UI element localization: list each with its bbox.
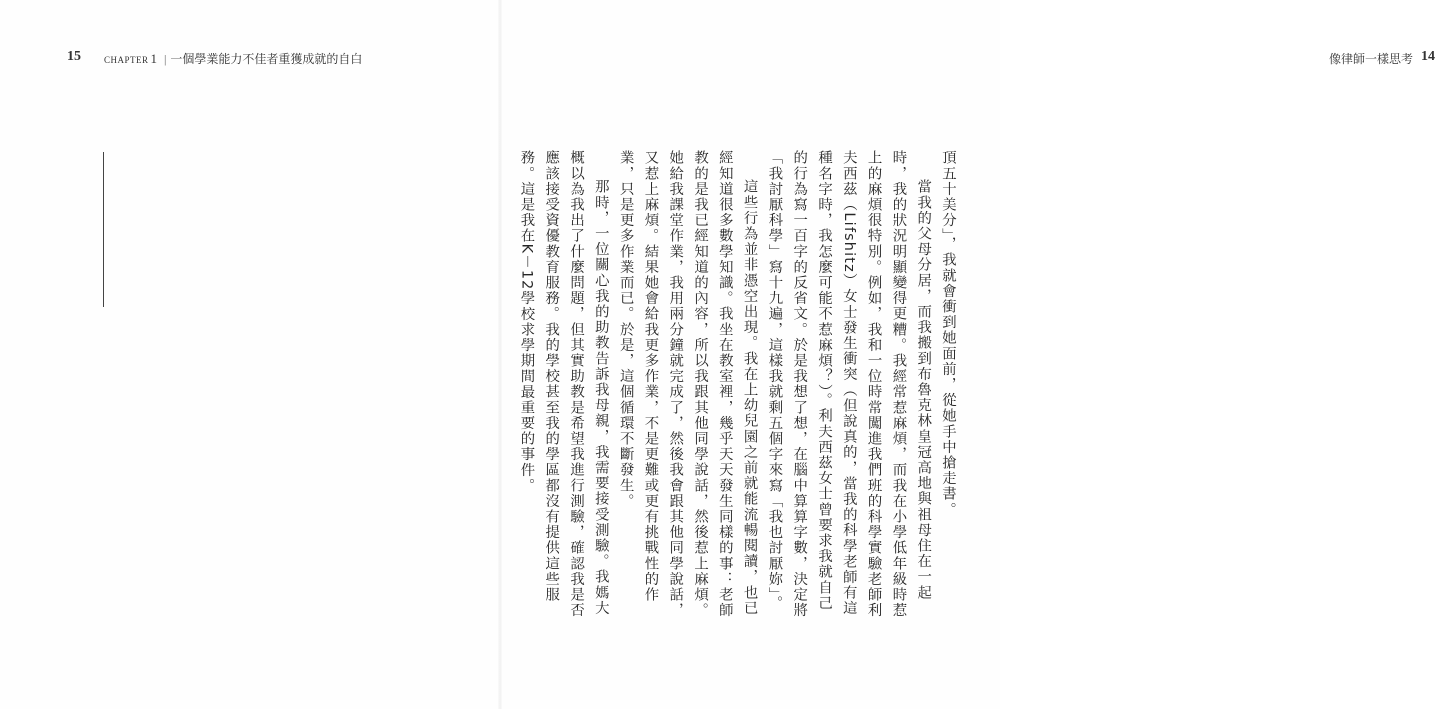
paragraph: 那時，一位關心我的助教告訴我母親，我需要接受測驗。我媽大概以為我出了什麼問題，但其實助教是希望我進行測驗，確認我是否應該接受資優教育服務。我的學校甚至我的學區都沒有提供這些服務。這是我在K－12學校求學期間最重要的事件。 xyxy=(518,150,609,618)
chapter-title: 一個學業能力不佳者重獲成就的自白 xyxy=(170,52,363,66)
paragraph: 這些行為並非憑空出現。我在上幼兒園之前就能流暢閱讀，也已經知道很多數學知識。我坐在教室裡，幾乎天天發生同樣的事：老師教的是我已經知道的內容，所以我跟其他同學說話，然後惹上麻煩。她給我課堂作業，我用兩分鐘就完成了，然後我會跟其他同學說話，又惹上麻煩。結果她會給我更多作業，不是更難或更有挑戰性的作業，只是更多作業而已。於是，這個循環不斷發生。 xyxy=(617,150,758,618)
running-title: 像律師一樣思考 xyxy=(1329,52,1414,66)
paragraph: 頂五十美分」，我就會衝到她面前，從她手中搶走書。 xyxy=(940,150,956,518)
right-page-number: 14 xyxy=(1421,49,1435,64)
chapter-label: CHAPTER xyxy=(104,55,149,65)
left-page xyxy=(0,0,500,709)
left-page-number: 15 xyxy=(67,49,81,64)
right-body-text xyxy=(514,150,960,620)
chapter-number: 1 xyxy=(150,51,158,66)
footnote-divider xyxy=(103,152,104,307)
paragraph: 當我的父母分居，而我搬到布魯克林皇冠高地與祖母住在一起時，我的狀況明顯變得更糟。我經常惹麻煩，而我在小學低年級時惹上的麻煩很特別。例如，我和一位時常闖進我們班的科學實驗老師利夫西茲（Lifshitz）女士發生衝突（但說真的，當我的科學老師有這種名字時，我怎麼可能不惹麻煩？）。利夫西茲女士曾要求我就自己的行為寫一百字的反省文。於是我想了想，在腦中算算字數，決定將「我討厭科學」寫十九遍，這樣我就剩五個字來寫「我也討厭妳」。 xyxy=(766,150,932,618)
left-running-header xyxy=(104,50,362,67)
header-separator: | xyxy=(164,52,167,66)
